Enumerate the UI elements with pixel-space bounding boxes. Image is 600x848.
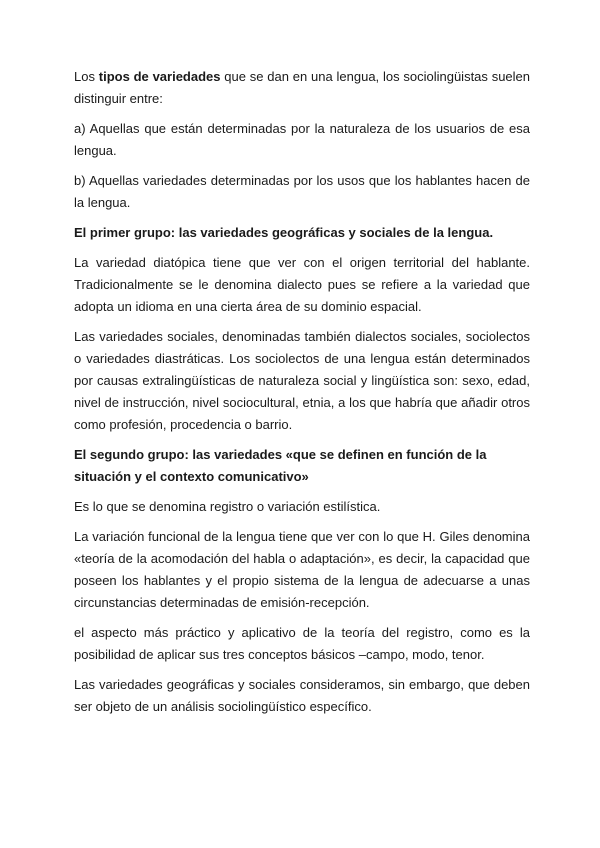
- intro-text-end: que se dan en una lengua, los sociolingüistas suelen distinguir entre:: [74, 69, 531, 106]
- intro-paragraph: [74, 66, 530, 110]
- document-body: [74, 66, 530, 726]
- paragraph-final: Las variedades geográficas y sociales consideramos, sin embargo, que deben ser objeto de un análisis sociolingüístico específico.: [74, 677, 530, 714]
- paragraph-sociales: Las variedades sociales, denominadas también dialectos sociales, sociolectos o variedades diastráticas. Los sociolectos de una lengua están determinados por causas extralingüísticas de naturaleza social y lingüística son: sexo, edad, nivel de instrucción, nivel sociocultural, etnia, a los que habría que añadir otros como profesión, procedencia o barrio.: [74, 329, 530, 432]
- list-item-a: a) Aquellas que están determinadas por la naturaleza de los usuarios de esa lengua.: [74, 121, 530, 158]
- paragraph-diatopica: La variedad diatópica tiene que ver con el origen territorial del hablante. Tradicionalmente se le denomina dialecto pues se refiere a la variedad que adopta un idioma en una cierta área de su dominio espacial.: [74, 255, 530, 314]
- intro-bold-term: tipos de variedades: [98, 69, 221, 84]
- heading-first-group: El primer grupo: las variedades geográficas y sociales de la lengua.: [74, 225, 494, 240]
- intro-text-start: Los: [74, 69, 99, 84]
- paragraph-funcional: La variación funcional de la lengua tiene que ver con lo que H. Giles denomina «teoría de la acomodación del habla o adaptación», es decir, la capacidad que poseen los hablantes y el propio sistema de la lengua de adecuarse a unas circunstancias determinadas de emisión-recepción.: [74, 529, 530, 610]
- paragraph-aspecto: el aspecto más práctico y aplicativo de la teoría del registro, como es la posibilidad de aplicar sus tres conceptos básicos –campo, modo, tenor.: [74, 625, 530, 662]
- paragraph-registro: Es lo que se denomina registro o variación estilística.: [74, 499, 381, 514]
- heading-second-group: El segundo grupo: las variedades «que se definen en función de la situación y el contexto comunicativo»: [74, 447, 487, 484]
- list-item-b: b) Aquellas variedades determinadas por los usos que los hablantes hacen de la lengua.: [74, 173, 530, 210]
